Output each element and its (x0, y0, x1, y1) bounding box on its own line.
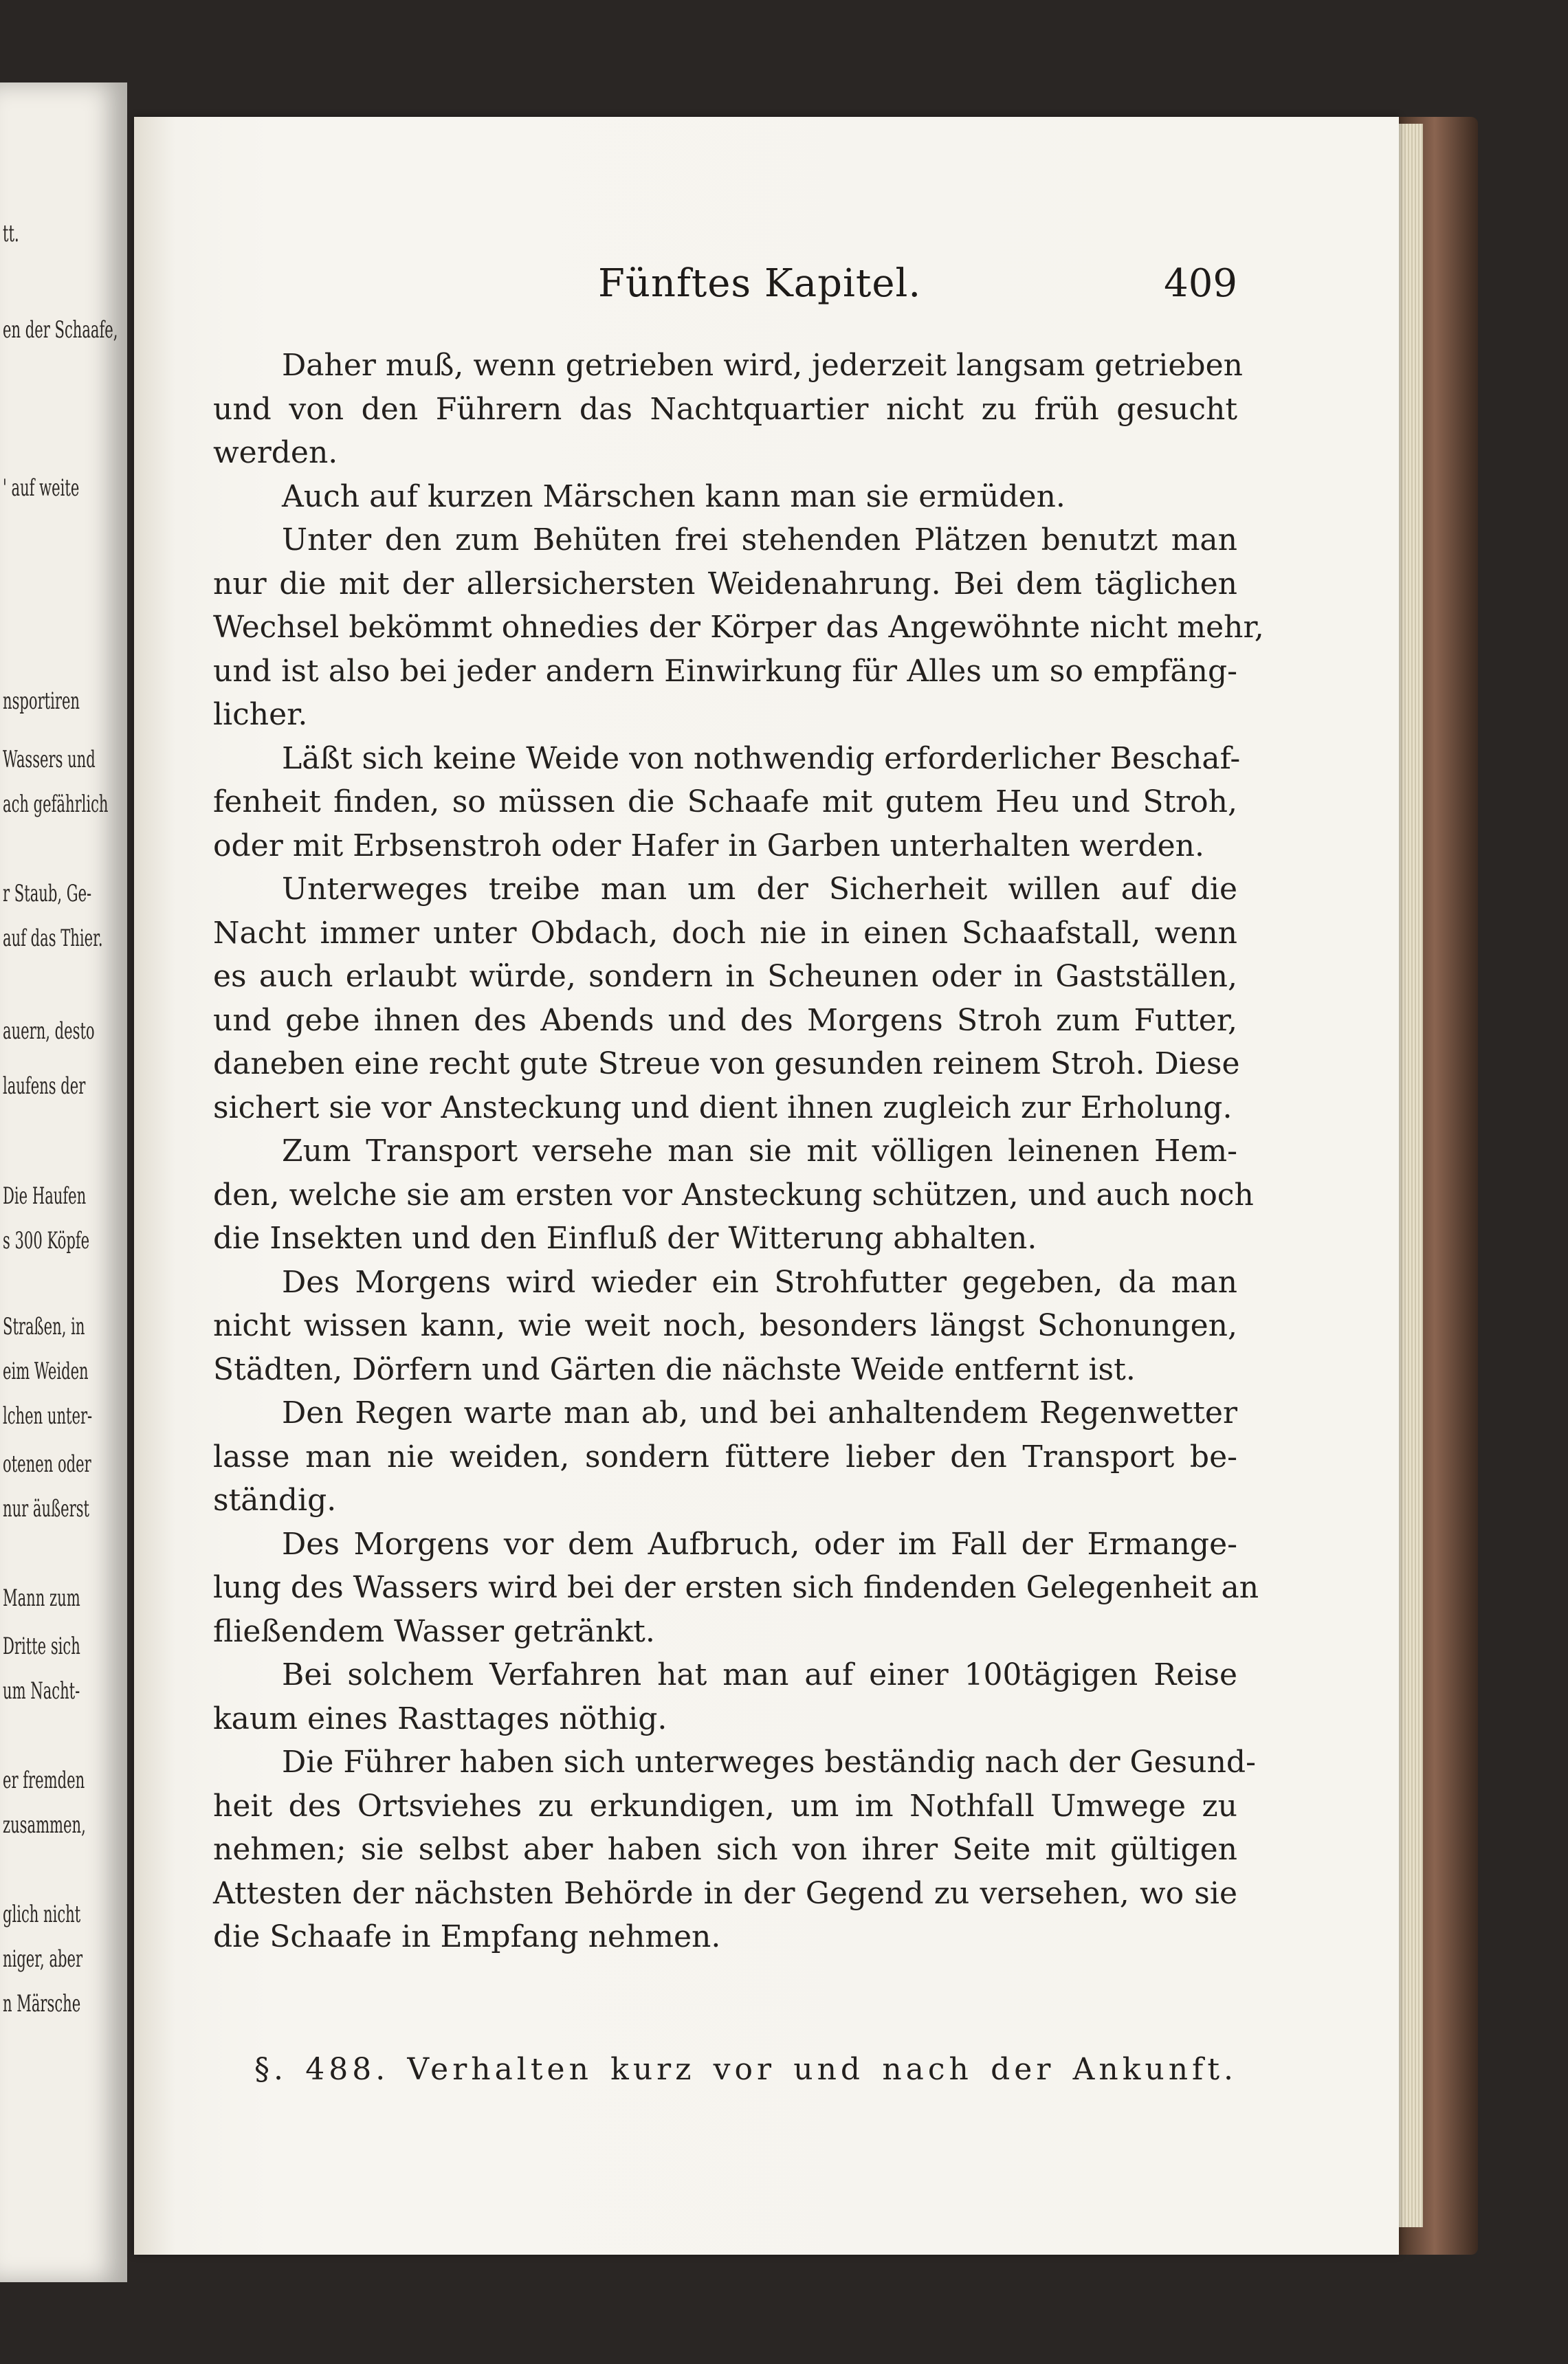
text-line (213, 518, 1237, 562)
text-line (213, 1042, 1240, 1086)
text-line (213, 912, 1237, 955)
left-page-fragment: glich nicht (3, 1901, 81, 1928)
left-page-fragment: nur äußerst (3, 1495, 90, 1523)
left-page-fragment: Wassers und (3, 746, 96, 773)
text-line-content: heit des Ortsviehes zu erkundigen, um im Nothfall Umwege zu (213, 1788, 1237, 1824)
text-line (213, 475, 1237, 519)
text-line-content: und von den Führern das Nachtquartier nicht zu früh gesucht (213, 391, 1237, 427)
left-page-fragment: ' auf weite (3, 474, 80, 502)
left-page-fragment: zusammen, (3, 1811, 86, 1839)
left-page-fragment: er fremden (3, 1767, 85, 1794)
text-line-content: die Schaafe in Empfang nehmen. (213, 1919, 721, 1954)
text-line-content: es auch erlaubt würde, sondern in Scheunen oder in Gastställen, (213, 959, 1237, 994)
text-line (213, 868, 1237, 912)
text-line-content: Des Morgens wird wieder ein Strohfutter gegeben, da man (282, 1264, 1237, 1300)
text-line-content: die Insekten und den Einfluß der Witterung abhalten. (213, 1221, 1037, 1256)
text-line-content: Daher muß, wenn getrieben wird, jederzeit langsam getrieben (282, 348, 1243, 383)
text-line-content: ständig. (213, 1483, 337, 1518)
text-line-content: Läßt sich keine Weide von nothwendig erforderlicher Beschaf- (282, 740, 1241, 776)
text-line-content: werden. (213, 435, 338, 470)
text-line (213, 1697, 1237, 1741)
left-page (0, 82, 127, 2282)
text-line (213, 999, 1237, 1043)
left-page-fragment: laufens der (3, 1072, 86, 1100)
text-line (213, 737, 1241, 781)
running-header (598, 261, 1237, 316)
left-page-fragment: s 300 Köpfe (3, 1227, 90, 1255)
text-line-content: sichert sie vor Ansteckung und dient ihnen zugleich zur Erholung. (213, 1090, 1233, 1125)
text-line (213, 1523, 1237, 1567)
text-line-content: Den Regen warte man ab, und bei anhaltendem Regenwetter (282, 1395, 1237, 1430)
text-line (213, 1391, 1237, 1435)
text-line-content: Unter den zum Behüten frei stehenden Plätzen benutzt man (282, 522, 1237, 557)
text-line-content: kaum eines Rasttages nöthig. (213, 1701, 667, 1736)
left-page-fragment: auern, desto (3, 1017, 95, 1045)
left-page-fragment: Dritte sich (3, 1633, 80, 1660)
text-line-content: und gebe ihnen des Abends und des Morgens Stroh zum Futter, (213, 1002, 1237, 1038)
left-page-fragment: niger, aber (3, 1945, 83, 1973)
text-line (213, 650, 1237, 694)
text-line-content: fließendem Wasser getränkt. (213, 1613, 655, 1649)
chapter-title: Fünftes Kapitel. (598, 261, 922, 306)
left-page-fragment: ach gefährlich (3, 791, 109, 818)
text-line (213, 1566, 1259, 1610)
text-line (213, 431, 1237, 475)
text-line (213, 780, 1237, 824)
left-page-fragment: nsportiren (3, 687, 80, 715)
text-line (213, 344, 1243, 388)
text-line-content: nehmen; sie selbst aber haben sich von ihrer Seite mit gültigen (213, 1832, 1237, 1867)
text-line-content: licher. (213, 697, 308, 732)
left-page-fragment: n Märsche (3, 1990, 81, 2018)
text-line (213, 693, 1237, 737)
text-line-content: daneben eine recht gute Streue von gesunden reinem Stroh. Diese (213, 1046, 1240, 1081)
text-line-content: Des Morgens vor dem Aufbruch, oder im Fall der Ermange- (282, 1526, 1237, 1562)
text-line (213, 1348, 1237, 1392)
text-line-content: den, welche sie am ersten vor Ansteckung schützen, und auch noch (213, 1177, 1254, 1213)
text-line-content: Nacht immer unter Obdach, doch nie in einen Schaafstall, wenn (213, 915, 1237, 951)
text-line (213, 1261, 1237, 1305)
text-line (213, 562, 1237, 606)
text-line (213, 388, 1237, 432)
text-line (213, 1653, 1237, 1697)
text-line-content: lasse man nie weiden, sondern füttere lieber den Transport be- (213, 1439, 1237, 1474)
text-line-content: Wechsel bekömmt ohnedies der Körper das Angewöhnte nicht mehr, (213, 610, 1264, 645)
text-line (213, 1872, 1237, 1916)
text-line (213, 1173, 1254, 1217)
section-heading: §. 488. Verhalten kurz vor und nach der Ankunft. (254, 2052, 1237, 2087)
text-line-content: nicht wissen kann, wie weit noch, besonders längst Schonungen, (213, 1308, 1237, 1343)
left-page-fragment: r Staub, Ge- (3, 880, 92, 907)
text-line (213, 1828, 1237, 1872)
text-line (213, 1435, 1237, 1479)
left-page-fragment: Die Haufen (3, 1182, 87, 1210)
text-line (213, 1610, 1237, 1654)
text-line-content: Auch auf kurzen Märschen kann man sie ermüden. (282, 478, 1065, 514)
left-page-fragment: Mann zum (3, 1584, 80, 1612)
text-line-content: Bei solchem Verfahren hat man auf einer 100tägigen Reise (282, 1657, 1237, 1692)
text-line (213, 955, 1237, 999)
text-line (213, 1304, 1237, 1348)
text-line (213, 1129, 1237, 1173)
text-line-content: Zum Transport versehe man sie mit völligen leinenen Hem- (282, 1134, 1237, 1169)
body-text (213, 344, 1264, 1959)
text-line (213, 1217, 1237, 1261)
text-line-content: lung des Wassers wird bei der ersten sich findenden Gelegenheit an (213, 1570, 1259, 1605)
left-page-fragment: otenen oder (3, 1450, 91, 1478)
text-line (213, 1086, 1237, 1130)
left-page-fragment: en der Schaafe, (3, 316, 118, 344)
left-page-fragment: Straßen, in (3, 1313, 85, 1340)
text-line (213, 1741, 1256, 1785)
text-line-content: Attesten der nächsten Behörde in der Gegend zu versehen, wo sie (213, 1875, 1237, 1911)
text-line (213, 606, 1264, 650)
text-line (213, 1915, 1237, 1959)
left-page-fragment: lchen unter- (3, 1402, 93, 1430)
text-line-content: Unterweges treibe man um der Sicherheit willen auf die (282, 872, 1237, 907)
left-page-fragment: um Nacht- (3, 1677, 80, 1705)
page-number: 409 (1164, 261, 1237, 306)
text-line (213, 824, 1237, 868)
text-line-content: Städten, Dörfern und Gärten die nächste Weide entfernt ist. (213, 1351, 1136, 1387)
left-page-fragment: tt. (3, 220, 19, 247)
text-line-content: Die Führer haben sich unterweges beständig nach der Gesund- (282, 1745, 1256, 1780)
text-line-content: nur die mit der allersichersten Weidenahrung. Bei dem täglichen (213, 566, 1237, 601)
text-line-content: und ist also bei jeder andern Einwirkung für Alles um so empfäng- (213, 653, 1237, 689)
text-line (213, 1785, 1237, 1829)
text-line-content: oder mit Erbsenstroh oder Hafer in Garben unterhalten werden. (213, 828, 1204, 863)
left-page-fragment: eim Weiden (3, 1358, 89, 1385)
text-line (213, 1479, 1237, 1523)
text-line-content: fenheit finden, so müssen die Schaafe mit gutem Heu und Stroh, (213, 784, 1237, 819)
left-page-fragment: auf das Thier. (3, 925, 103, 952)
